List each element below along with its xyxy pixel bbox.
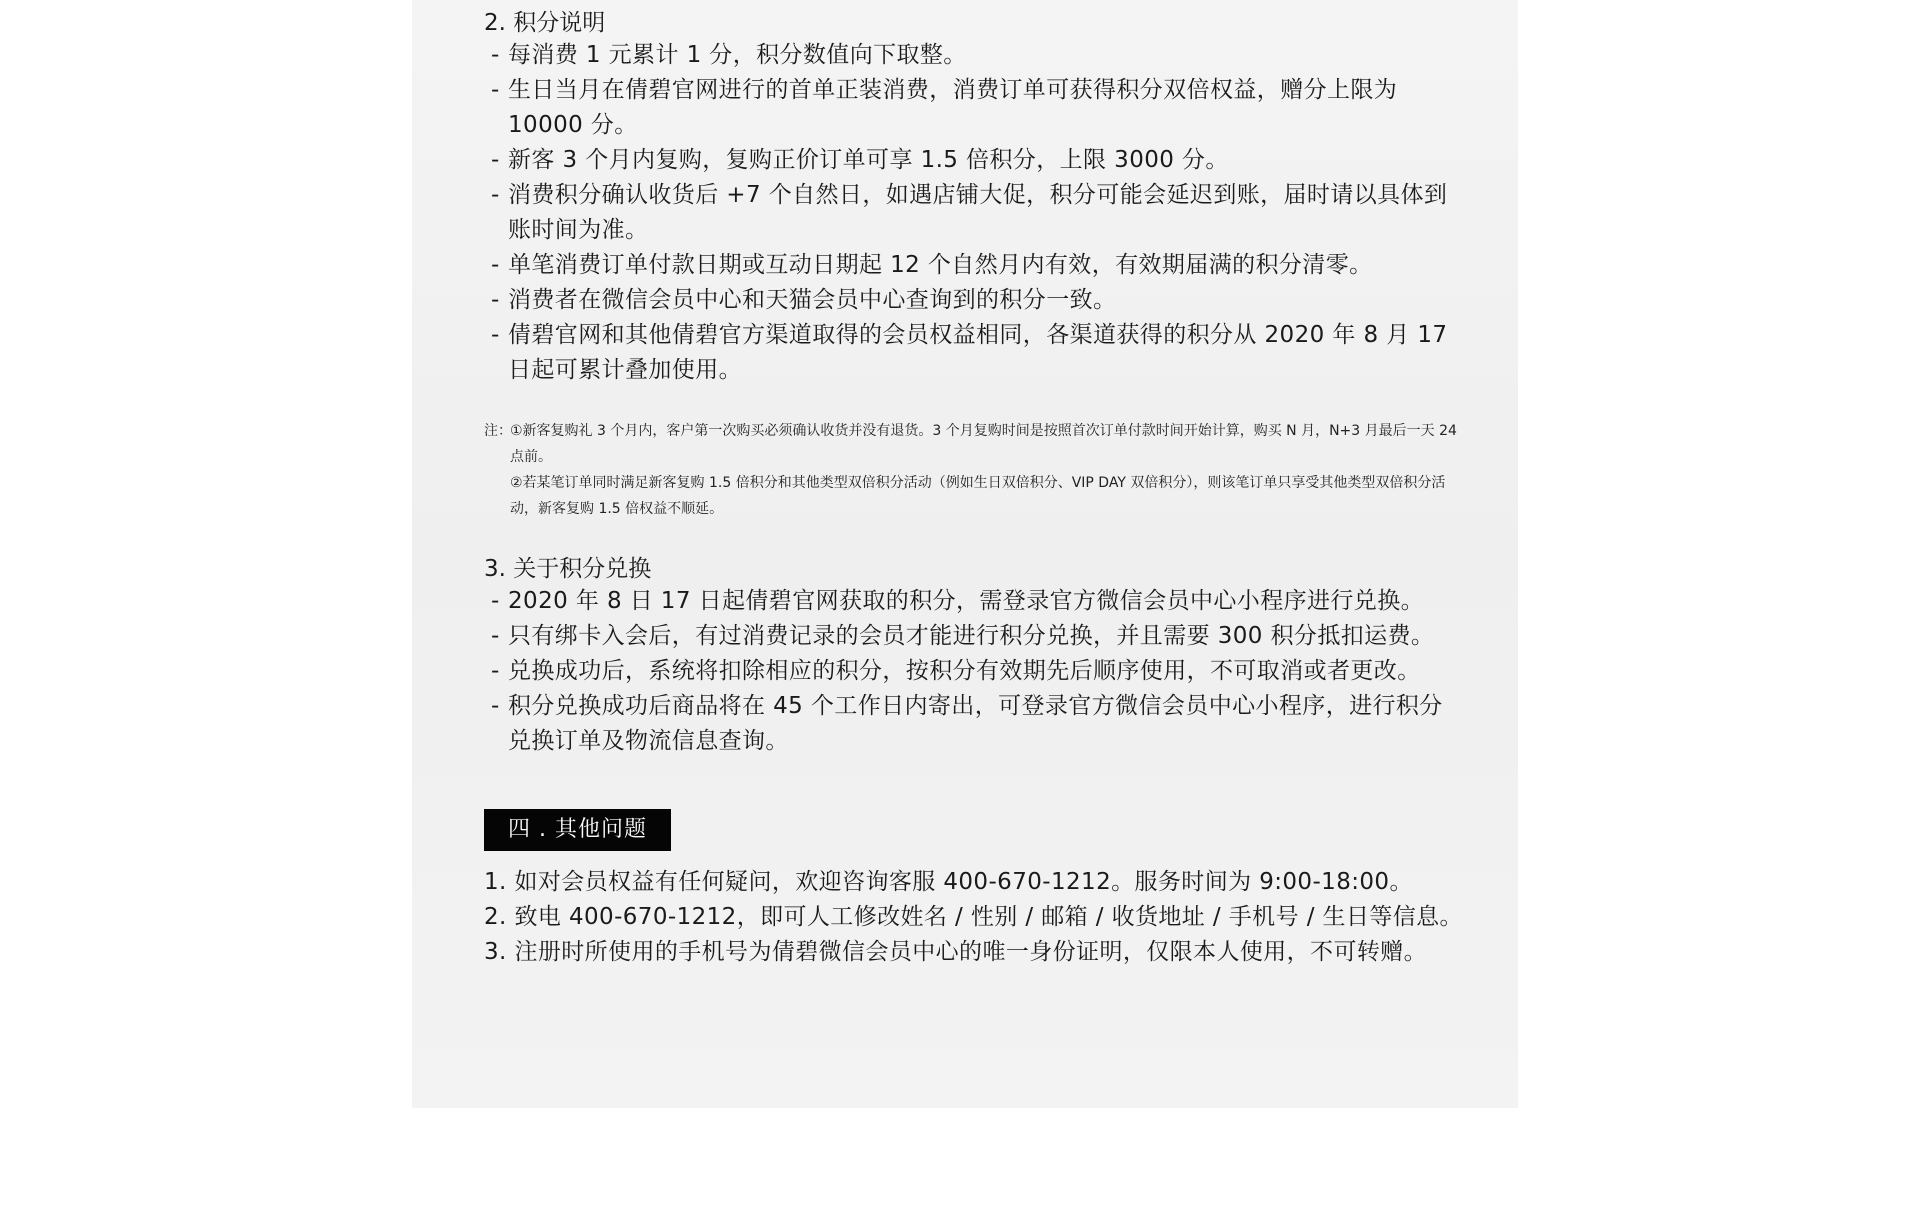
list-item: [484, 73, 1464, 143]
dash-marker: -: [491, 623, 500, 649]
section-3-title: 3. 关于积分兑换: [484, 556, 652, 582]
footnote-text: ①新客复购礼 3 个月内，客户第一次购买必须确认收货并没有退货。3 个月复购时间是按照首次订单付款时间开始计算，购买 N 月，N+3 月最后一天 24 点前。: [510, 423, 1457, 465]
dash-marker: -: [491, 287, 500, 313]
spacer: [484, 522, 1464, 554]
dash-marker: -: [491, 77, 500, 103]
list-item-text: 单笔消费订单付款日期或互动日期起 12 个自然月内有效，有效期届满的积分清零。: [508, 252, 1373, 278]
list-item-text: 每消费 1 元累计 1 分，积分数值向下取整。: [508, 42, 967, 68]
dash-marker: -: [491, 693, 500, 719]
section-4-list: [484, 865, 1464, 970]
dash-marker: -: [491, 182, 500, 208]
rules-content: [484, 8, 1464, 970]
list-item-text: 消费积分确认收货后 +7 个自然日，如遇店铺大促，积分可能会延迟到账，届时请以具体到账时间为准。: [508, 182, 1448, 243]
section-3-list: [484, 584, 1464, 759]
section-4-badge: 四 . 其他问题: [484, 809, 671, 851]
list-item: [484, 619, 1464, 654]
list-item-text: 只有绑卡入会后，有过消费记录的会员才能进行积分兑换，并且需要 300 积分抵扣运费。: [508, 623, 1435, 649]
dash-marker: -: [491, 588, 500, 614]
list-item: 1. 如对会员权益有任何疑问，欢迎咨询客服 400-670-1212。服务时间为 9:00-18:00。: [484, 869, 1413, 895]
content-panel: [412, 0, 1518, 1108]
list-item: [484, 689, 1464, 759]
list-item: [484, 318, 1464, 388]
list-item-text: 生日当月在倩碧官网进行的首单正装消费，消费订单可获得积分双倍权益，赠分上限为 10000 分。: [508, 77, 1398, 138]
list-item: [484, 654, 1464, 689]
list-item: 3. 注册时所使用的手机号为倩碧微信会员中心的唯一身份证明，仅限本人使用，不可转赠。: [484, 939, 1428, 965]
footnote: [484, 418, 1464, 522]
list-item-text: 积分兑换成功后商品将在 45 个工作日内寄出，可登录官方微信会员中心小程序，进行积分兑换订单及物流信息查询。: [508, 693, 1443, 754]
list-item: [484, 38, 1464, 73]
section-2-list: [484, 38, 1464, 388]
list-item-text: 消费者在微信会员中心和天猫会员中心查询到的积分一致。: [508, 287, 1117, 313]
section-2-title: 2. 积分说明: [484, 10, 606, 36]
list-item: [484, 283, 1464, 318]
dash-marker: -: [491, 658, 500, 684]
list-item-text: 兑换成功后，系统将扣除相应的积分，按积分有效期先后顺序使用，不可取消或者更改。: [508, 658, 1421, 684]
list-item: [484, 584, 1464, 619]
dash-marker: -: [491, 42, 500, 68]
list-item-text: 2020 年 8 日 17 日起倩碧官网获取的积分，需登录官方微信会员中心小程序进行兑换。: [508, 588, 1424, 614]
dash-marker: -: [491, 147, 500, 173]
list-item: [484, 178, 1464, 248]
list-item: 2. 致电 400-670-1212，即可人工修改姓名 / 性别 / 邮箱 / 收货地址 / 手机号 / 生日等信息。: [484, 904, 1463, 930]
dash-marker: -: [491, 252, 500, 278]
footnote-prefix: 注：: [484, 423, 512, 439]
dash-marker: -: [491, 322, 500, 348]
list-item: [484, 143, 1464, 178]
footnote-line: [484, 470, 1464, 522]
footnote-line: [484, 418, 1464, 470]
list-item-text: 新客 3 个月内复购，复购正价订单可享 1.5 倍积分，上限 3000 分。: [508, 147, 1229, 173]
list-item: [484, 248, 1464, 283]
list-item-text: 倩碧官网和其他倩碧官方渠道取得的会员权益相同，各渠道获得的积分从 2020 年 8 月 17 日起可累计叠加使用。: [508, 322, 1448, 383]
footnote-text: ②若某笔订单同时满足新客复购 1.5 倍积分和其他类型双倍积分活动（例如生日双倍积分、VIP DAY 双倍积分），则该笔订单只享受其他类型双倍积分活动，新客复购 1.5 倍权益不顺延。: [510, 475, 1446, 517]
